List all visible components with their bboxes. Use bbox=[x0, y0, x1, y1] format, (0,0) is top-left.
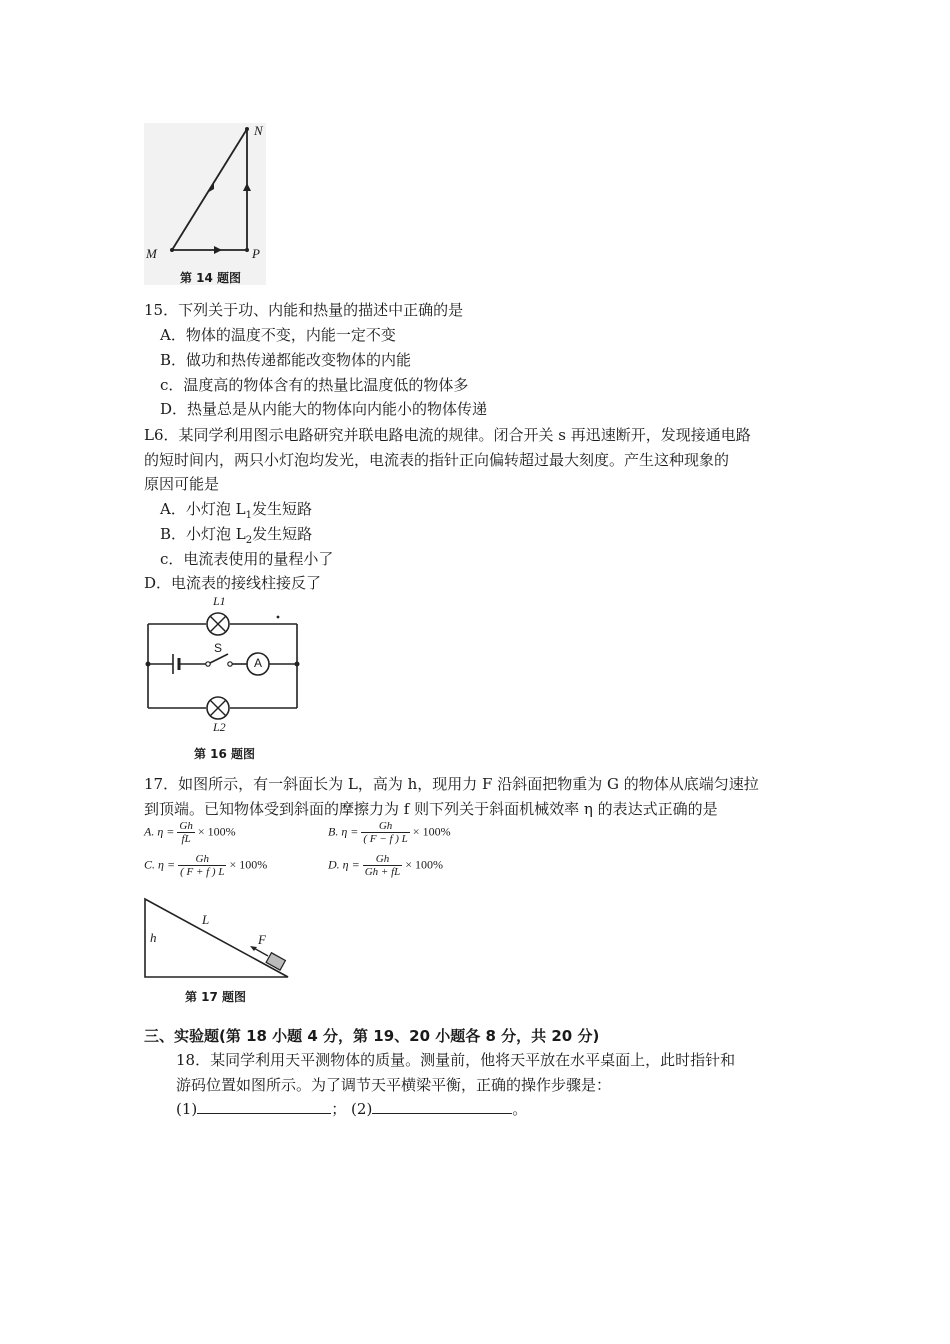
q17-option-b-fraction bbox=[361, 820, 409, 845]
q17-option-c-num: Gh bbox=[178, 853, 226, 866]
q18-blank2-label: (2) bbox=[351, 1100, 373, 1118]
q17-stem-line1: 17．如图所示，有一斜面长为 L，高为 h，现用力 F 沿斜面把物重为 G 的物体从底端匀速拉 bbox=[144, 775, 759, 793]
figure-14-label-m: M bbox=[146, 246, 157, 261]
q17-option-c-den: ( F + f ) L bbox=[180, 866, 225, 878]
q16-option-d: D．电流表的接线柱接反了 bbox=[144, 574, 322, 592]
q16-option-a-prefix: A．小灯泡 L bbox=[160, 500, 246, 518]
q18-blank1-label: (1) bbox=[176, 1100, 198, 1118]
q15-option-c: c．温度高的物体含有的热量比温度低的物体多 bbox=[160, 376, 469, 394]
q17-option-d-num: Gh bbox=[363, 853, 403, 866]
figure-16-circuit bbox=[140, 596, 310, 736]
q18-stem-line1: 18．某同学利用天平测物体的质量。测量前，他将天平放在水平桌面上，此时指针和 bbox=[176, 1051, 736, 1069]
q17-option-a-den: fL bbox=[181, 833, 191, 845]
q18-separator: ； bbox=[331, 1100, 347, 1118]
q16-option-a-suffix: 发生短路 bbox=[251, 500, 312, 518]
q17-option-d-label: D. η = bbox=[328, 857, 360, 872]
q17-option-d-fraction bbox=[363, 853, 403, 878]
q17-option-a-fraction bbox=[177, 820, 194, 845]
q17-option-b-label: B. η = bbox=[328, 824, 359, 839]
q17-option-c bbox=[144, 853, 267, 878]
q17-option-c-label: C. η = bbox=[144, 857, 176, 872]
figure-17-label-l: L bbox=[202, 912, 210, 927]
figure-16-label-a: A bbox=[254, 656, 263, 670]
q15-option-b: B．做功和热传递都能改变物体的内能 bbox=[160, 351, 412, 369]
q16-option-b-sub: 2 bbox=[245, 535, 253, 546]
figure-16-label-s: S bbox=[214, 641, 223, 655]
figure-14-label-p: P bbox=[252, 246, 260, 261]
q17-option-a bbox=[144, 820, 236, 845]
switch-icon bbox=[206, 654, 232, 666]
figure-16-label-l2: L2 bbox=[213, 720, 226, 734]
q18-blanks bbox=[176, 1098, 527, 1120]
q17-stem-line2: 到顶端。已知物体受到斜面的摩擦力为 f 则下列关于斜面机械效率 η 的表达式正确的是 bbox=[144, 800, 718, 818]
q17-option-d-den: Gh + fL bbox=[364, 866, 401, 878]
q17-option-a-percent: × 100% bbox=[197, 824, 236, 839]
q15-option-d: D．热量总是从内能大的物体向内能小的物体传递 bbox=[160, 400, 488, 418]
q16-option-b-prefix: B．小灯泡 L bbox=[160, 525, 246, 543]
figure-17-label-f: F bbox=[258, 932, 266, 947]
q18-end: 。 bbox=[512, 1100, 528, 1118]
q18-blank2[interactable] bbox=[372, 1099, 512, 1114]
q17-option-d bbox=[328, 853, 443, 878]
figure-14-label-n: N bbox=[254, 123, 263, 138]
figure-17 bbox=[140, 894, 300, 1014]
figure-17-incline bbox=[140, 894, 300, 984]
figure-14-caption: 第 14 题图 bbox=[180, 271, 242, 285]
figure-17-caption: 第 17 题图 bbox=[185, 990, 247, 1004]
q17-option-d-percent: × 100% bbox=[405, 857, 444, 872]
figure-17-label-h: h bbox=[150, 930, 157, 945]
q17-option-c-fraction bbox=[178, 853, 226, 878]
q17-option-b bbox=[328, 820, 451, 845]
figure-16 bbox=[140, 596, 310, 766]
q16-option-b-suffix: 发生短路 bbox=[252, 525, 313, 543]
q17-option-b-num: Gh bbox=[361, 820, 409, 833]
q17-option-b-den: ( F − f ) L bbox=[363, 833, 408, 845]
q18-stem-line2: 游码位置如图所示。为了调节天平横梁平衡，正确的操作步骤是： bbox=[176, 1076, 612, 1094]
q17-option-b-percent: × 100% bbox=[412, 824, 451, 839]
battery-icon bbox=[173, 654, 179, 674]
figure-14-diagram bbox=[144, 123, 266, 285]
lamp-l2-icon bbox=[207, 697, 229, 719]
q17-option-c-percent: × 100% bbox=[229, 857, 268, 872]
q15-stem: 15．下列关于功、内能和热量的描述中正确的是 bbox=[144, 301, 464, 319]
q17-option-a-label: A. η = bbox=[144, 824, 175, 839]
section-3-heading: 三、实验题(第 18 小题 4 分，第 19、20 小题各 8 分，共 20 分) bbox=[144, 1027, 600, 1045]
q16-stem-line1: L6．某同学利用图示电路研究并联电路电流的规律。闭合开关 s 再迅速断开，发现接通电路 bbox=[144, 426, 751, 444]
q17-option-a-num: Gh bbox=[179, 820, 193, 832]
q16-option-a-sub: 1 bbox=[245, 510, 252, 521]
q16-stem-line2: 的短时间内，两只小灯泡均发光，电流表的指针正向偏转超过最大刻度。产生这种现象的 bbox=[144, 451, 730, 469]
lamp-l1-icon bbox=[207, 613, 229, 635]
q18-blank1[interactable] bbox=[197, 1099, 331, 1114]
figure-14 bbox=[144, 123, 266, 285]
q16-stem-line3: 原因可能是 bbox=[144, 475, 220, 493]
figure-16-caption: 第 16 题图 bbox=[194, 747, 256, 761]
q16-option-c: c．电流表使用的量程小了 bbox=[160, 550, 334, 568]
q15-option-a: A．物体的温度不变，内能一定不变 bbox=[160, 326, 396, 344]
figure-16-label-l1: L1 bbox=[213, 594, 226, 608]
